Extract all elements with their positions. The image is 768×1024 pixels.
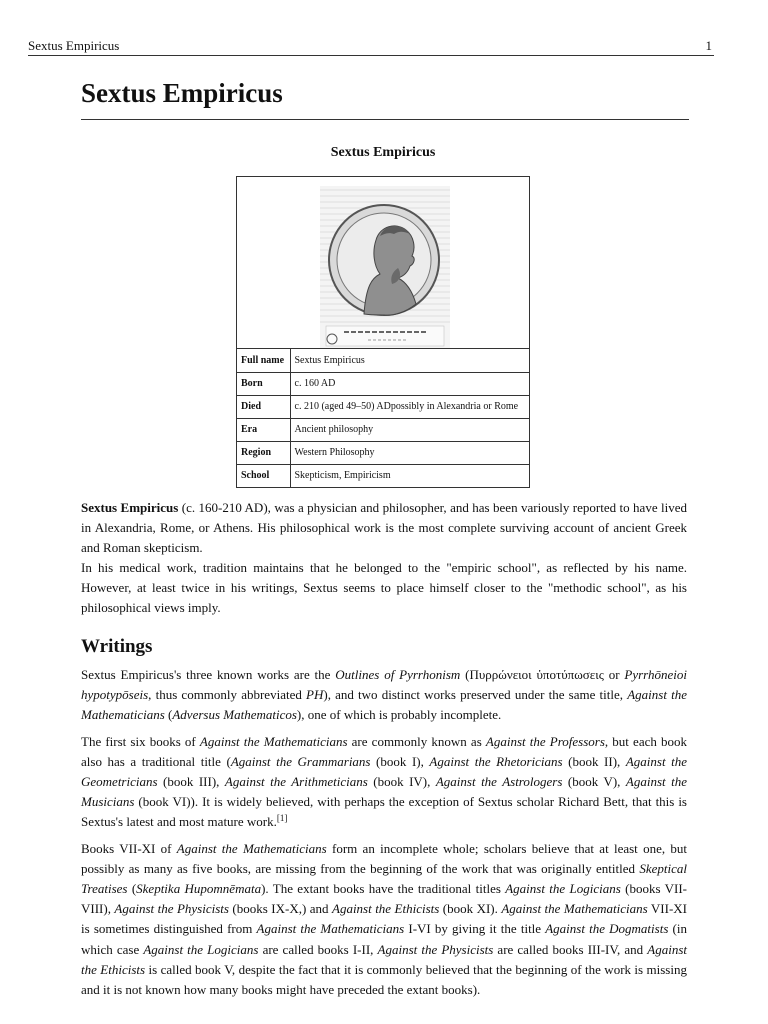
infobox-table bbox=[237, 349, 529, 487]
infobox-row bbox=[237, 372, 529, 395]
infobox-label: Full name bbox=[237, 349, 290, 372]
text-run: (book II), bbox=[562, 753, 626, 769]
text-run: , but each book also has a traditional title ( bbox=[81, 733, 687, 769]
text-run: (book IV), bbox=[367, 774, 436, 790]
text-run: (book V), bbox=[562, 774, 626, 790]
work-title: Against the Mathematicians bbox=[81, 687, 687, 723]
infobox-value: Western Philosophy bbox=[290, 441, 529, 464]
text-run: ). The extant books have the traditional titles bbox=[261, 881, 506, 897]
writings-paragraph-1 bbox=[81, 665, 687, 726]
infobox-row bbox=[237, 418, 529, 441]
work-title: Against the Mathematicians bbox=[256, 921, 405, 937]
text-run: are commonly known as bbox=[347, 733, 486, 749]
infobox-label: School bbox=[237, 464, 290, 487]
work-title: Adversus Mathematicos bbox=[172, 707, 297, 723]
work-title: Skeptika Hupomnēmata bbox=[136, 881, 262, 897]
work-title: Against the Physicists bbox=[114, 901, 229, 917]
work-title: Against the Astrologers bbox=[435, 774, 563, 790]
infobox bbox=[236, 176, 530, 488]
infobox-row bbox=[237, 395, 529, 418]
text-run: I-VI by giving it the title bbox=[404, 921, 546, 937]
infobox-row bbox=[237, 464, 529, 487]
text-run: are called books III-IV, and bbox=[493, 941, 648, 957]
text-run: ), one of which is probably incomplete. bbox=[296, 707, 502, 723]
work-title: Against the Ethicists bbox=[332, 901, 440, 917]
infobox-row bbox=[237, 441, 529, 464]
intro-text: (c. 160-210 AD), was a physician and philosopher, and has been variously reported to have lived in Alexandria, Rome, or Athens. His philosophical work is the most complete surviving account of ancient Greek and Roman skepticism. bbox=[81, 500, 688, 556]
infobox-value: c. 210 (aged 49–50) ADpossibly in Alexandria or Rome bbox=[290, 395, 529, 418]
work-title: Against the Professors bbox=[485, 733, 605, 749]
text-run: ( bbox=[127, 881, 137, 897]
work-title: Against the Mathematicians bbox=[199, 733, 348, 749]
portrait-engraving-image bbox=[320, 186, 450, 348]
running-head-title: Sextus Empiricus bbox=[28, 38, 120, 53]
work-title: Against the Logicians bbox=[505, 881, 621, 897]
infobox-row bbox=[237, 349, 529, 372]
text-run: (in which case bbox=[81, 921, 687, 957]
subject-name: Sextus Empiricus bbox=[81, 500, 179, 515]
work-title: Against the Physicists bbox=[377, 941, 494, 957]
citation-ref[interactable]: [1] bbox=[276, 813, 288, 824]
work-title: Against the Dogmatists bbox=[545, 921, 669, 937]
work-title: Against the Ethicists bbox=[81, 941, 688, 977]
text-run: (books IX-X,) and bbox=[228, 901, 332, 917]
page-title: Sextus Empiricus bbox=[81, 78, 689, 120]
infobox-label: Born bbox=[237, 372, 290, 395]
text-run: (books VII-VIII), bbox=[81, 881, 687, 917]
work-title: Pyrrhōneioi hypotypōseis bbox=[81, 667, 687, 703]
section-heading-writings: Writings bbox=[81, 636, 153, 657]
infobox-value: Ancient philosophy bbox=[290, 418, 529, 441]
infobox-value: Sextus Empiricus bbox=[294, 354, 365, 366]
text-run: Sextus Empiricus's three known works are the bbox=[81, 667, 336, 682]
intro-paragraph bbox=[81, 498, 687, 559]
writings-paragraph-2 bbox=[81, 732, 687, 833]
text-run: (Πυρρώνειοι ὑποτύπωσεις or bbox=[460, 667, 625, 682]
work-title: Against the Geometricians bbox=[81, 753, 688, 790]
work-title: Against the Mathematicians bbox=[501, 901, 648, 917]
infobox-label: Died bbox=[237, 395, 290, 418]
work-title: Against the Mathematicians bbox=[176, 840, 327, 856]
work-title: Against the Grammarians bbox=[230, 753, 371, 769]
text-run: , thus commonly abbreviated bbox=[148, 687, 307, 703]
text-run: ), and two distinct works preserved under the same title, bbox=[323, 687, 628, 703]
infobox-label: Region bbox=[237, 441, 290, 464]
infobox-label: Era bbox=[237, 418, 290, 441]
text-run: is called book V, despite the fact that it is commonly believed that the beginning of the work is missing and it is not known how many books might have preceded the extant books). bbox=[81, 961, 687, 998]
text-run: (book XI). bbox=[439, 901, 502, 917]
medical-work-text: In his medical work, tradition maintains that he belonged to the "empiric school", as reflected by his name. However, at least twice in his writings, Sextus seems to place himself closer to the "methodic school", as his philosophical views imply. bbox=[81, 560, 687, 616]
work-title: Against the Rhetoricians bbox=[429, 753, 563, 769]
work-title: Against the Arithmeticians bbox=[224, 774, 368, 790]
text-run: (book VI)). It is widely believed, with perhaps the exception of Sextus scholar Richard Bett, that this is Sextus's latest and most mature work. bbox=[81, 794, 687, 830]
text-run: form an incomplete whole; scholars believe that at least one, but possibly as many as five books, are missing from the beginning of the work that was originally entitled bbox=[81, 840, 687, 876]
page-number: 1 bbox=[705, 38, 712, 53]
medical-work-paragraph bbox=[81, 558, 687, 619]
text-run: VII-XI is sometimes distinguished from bbox=[81, 901, 687, 937]
infobox-value: Skepticism, Empiricism bbox=[290, 464, 529, 487]
infobox-value: c. 160 AD bbox=[290, 372, 529, 395]
writings-section bbox=[81, 665, 687, 1006]
work-title: Against the Musicians bbox=[81, 774, 687, 810]
text-run: (book III), bbox=[157, 774, 225, 790]
text-run: (book I), bbox=[370, 753, 430, 769]
text-run: The first six books of bbox=[81, 733, 200, 749]
infobox-title: Sextus Empiricus bbox=[330, 145, 436, 160]
text-run: are called books I-II, bbox=[258, 941, 378, 957]
running-head bbox=[28, 38, 714, 56]
portrait-cell bbox=[237, 177, 529, 349]
work-title: Against the Logicians bbox=[143, 941, 259, 957]
writings-paragraph-3 bbox=[81, 839, 687, 1001]
work-title: Outlines of Pyrrhonism bbox=[335, 667, 461, 682]
text-run: Books VII-XI of bbox=[81, 840, 177, 856]
work-title: PH bbox=[306, 687, 324, 703]
work-title: Skeptical Treatises bbox=[81, 860, 687, 897]
text-run: ( bbox=[164, 707, 173, 723]
